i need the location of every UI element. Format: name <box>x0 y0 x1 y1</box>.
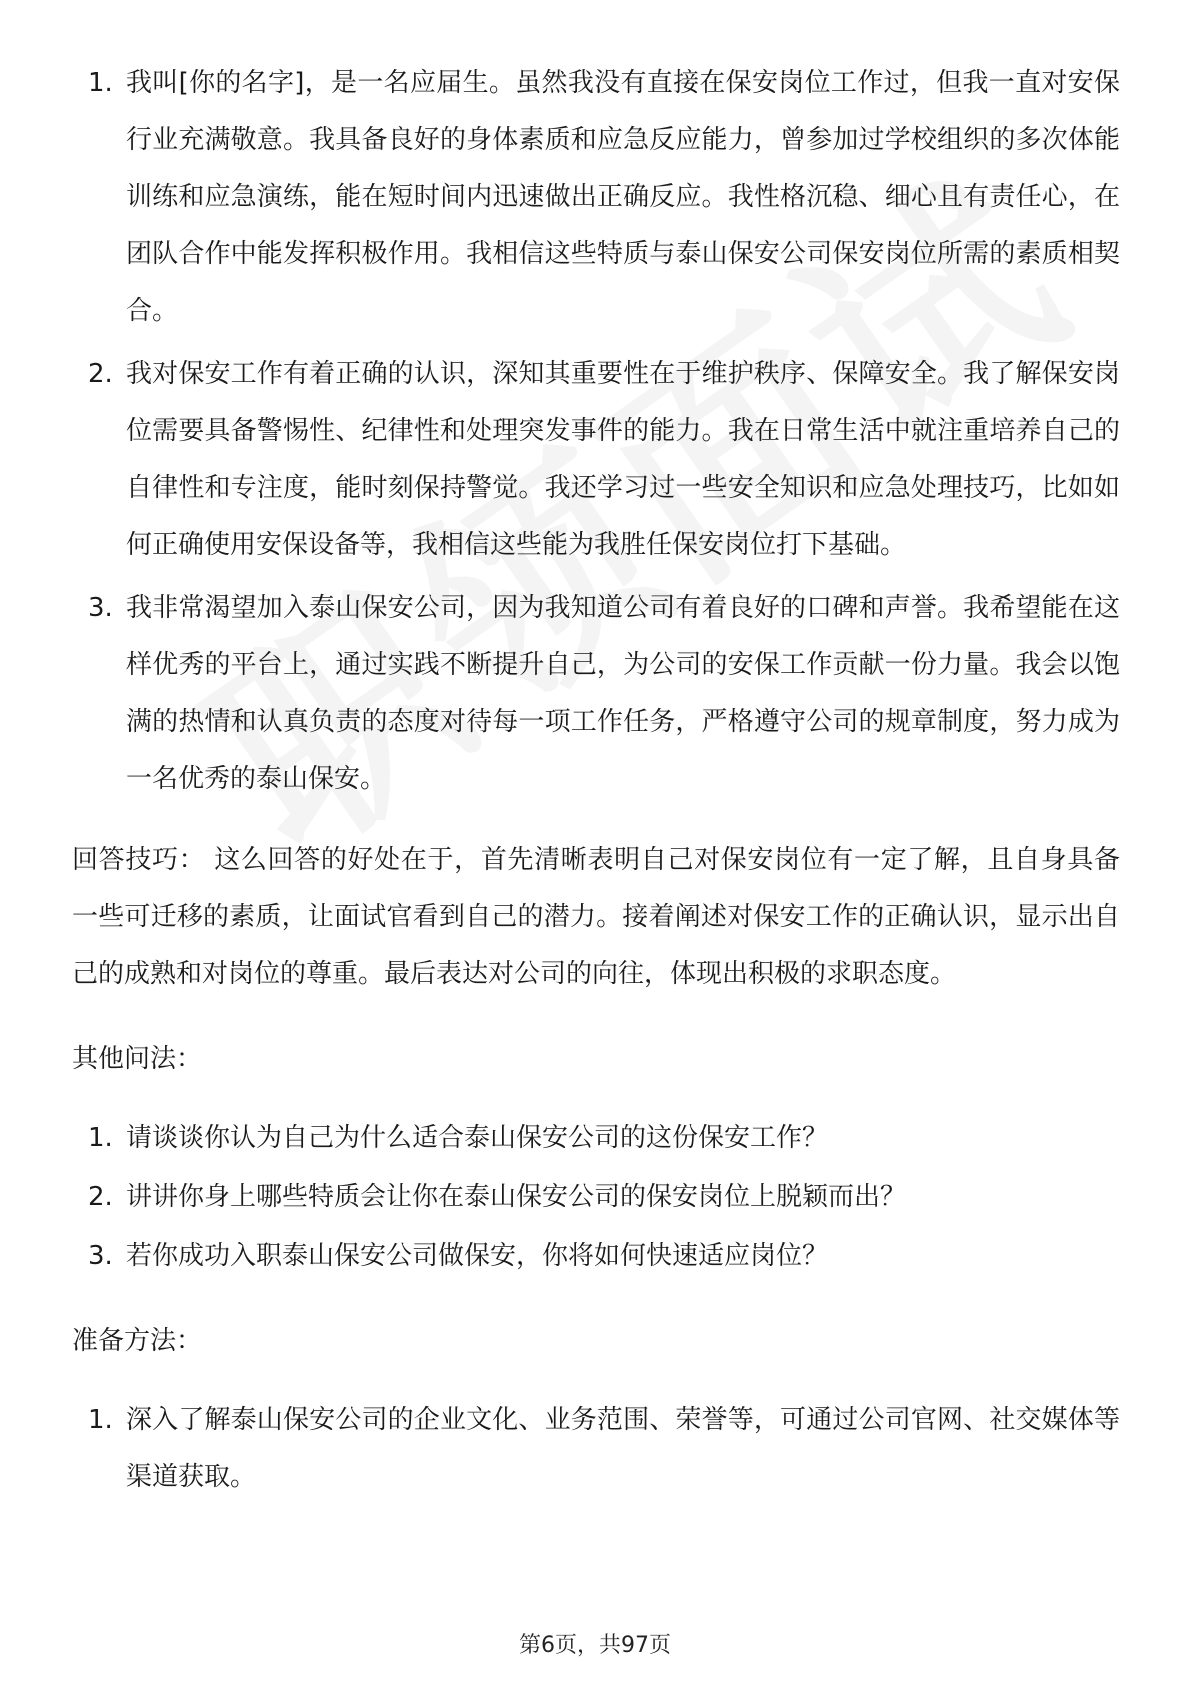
list-number: 3. <box>88 1241 113 1271</box>
list-number: 2. <box>88 1182 113 1212</box>
other-questions-list <box>72 1110 1120 1285</box>
answer-item-1 <box>72 55 1120 340</box>
list-number: 3. <box>88 593 113 623</box>
preparation-text: 深入了解泰山保安公司的企业文化、业务范围、荣誉等，可通过公司官网、社交媒体等渠道获取。 <box>126 1405 1120 1492</box>
list-number: 1. <box>88 68 113 98</box>
page-footer: 第6页，共97页 <box>519 1633 671 1658</box>
other-questions-heading: 其他问法： <box>72 1044 203 1074</box>
document-body <box>72 55 1120 1512</box>
answer-item-3 <box>72 580 1120 808</box>
answer-text: 我叫[你的名字]，是一名应届生。虽然我没有直接在保安岗位工作过，但我一直对安保行业充满敬意。我具备良好的身体素质和应急反应能力，曾参加过学校组织的多次体能训练和应急演练，能在短时间内迅速做出正确反应。我性格沉稳、细心且有责任心，在团队合作中能发挥积极作用。我相信这些特质与泰山保安公司保安岗位所需的素质相契合。 <box>126 68 1120 326</box>
answer-text: 我对保安工作有着正确的认识，深知其重要性在于维护秩序、保障安全。我了解保安岗位需要具备警惕性、纪律性和处理突发事件的能力。我在日常生活中就注重培养自己的自律性和专注度，能时刻保持警觉。我还学习过一些安全知识和应急处理技巧，比如如何正确使用安保设备等，我相信这些能为我胜任保安岗位打下基础。 <box>126 359 1120 560</box>
question-item-3 <box>72 1228 1120 1285</box>
list-number: 1. <box>88 1123 113 1153</box>
question-text: 讲讲你身上哪些特质会让你在泰山保安公司的保安岗位上脱颖而出？ <box>126 1182 907 1212</box>
question-text: 请谈谈你认为自己为什么适合泰山保安公司的这份保安工作？ <box>126 1123 829 1153</box>
preparation-list <box>72 1392 1120 1506</box>
list-number: 1. <box>88 1405 113 1435</box>
answer-item-2 <box>72 346 1120 574</box>
preparation-heading: 准备方法： <box>72 1326 203 1356</box>
preparation-item-1 <box>72 1392 1120 1506</box>
list-number: 2. <box>88 359 113 389</box>
answer-list <box>72 55 1120 808</box>
answer-text: 我非常渴望加入泰山保安公司，因为我知道公司有着良好的口碑和声誉。我希望能在这样优秀的平台上，通过实践不断提升自己，为公司的安保工作贡献一份力量。我会以饱满的热情和认真负责的态度对待每一项工作任务，严格遵守公司的规章制度，努力成为一名优秀的泰山保安。 <box>126 593 1120 794</box>
answer-tips-paragraph: 回答技巧： 这么回答的好处在于，首先清晰表明自己对保安岗位有一定了解，且自身具备一些可迁移的素质，让面试官看到自己的潜力。接着阐述对保安工作的正确认识，显示出自己的成熟和对岗位的尊重。最后表达对公司的向往，体现出积极的求职态度。 <box>72 845 1120 989</box>
question-text: 若你成功入职泰山保安公司做保安，你将如何快速适应岗位？ <box>126 1241 829 1271</box>
question-item-2 <box>72 1169 1120 1226</box>
question-item-1 <box>72 1110 1120 1167</box>
